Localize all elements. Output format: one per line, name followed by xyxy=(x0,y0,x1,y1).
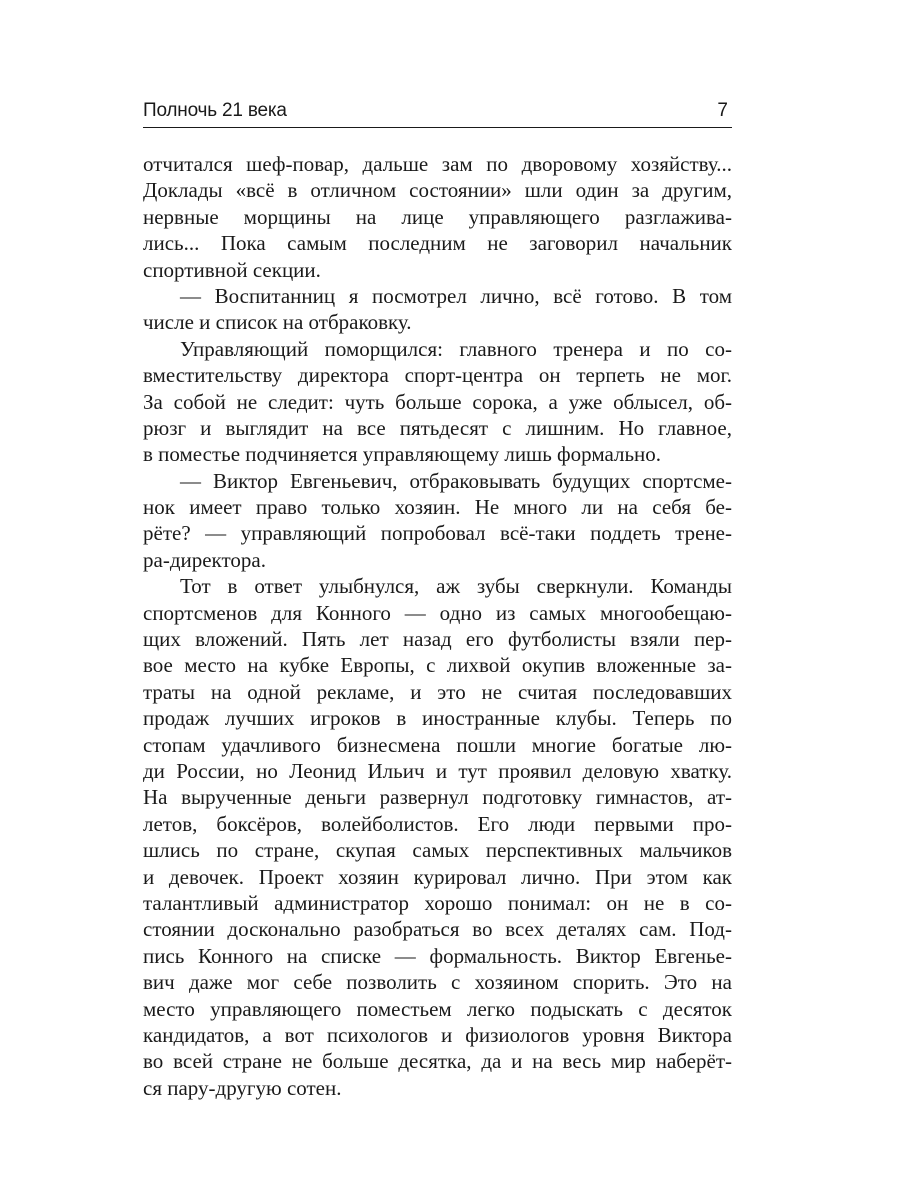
text-line: во всей стране не больше десятка, да и на весь мир наберёт- xyxy=(143,1049,732,1074)
text-line: — Воспитанниц я посмотрел лично, всё готово. В том xyxy=(180,283,732,308)
text-line: нок имеет право только хозяин. Не много ли на себя бе- xyxy=(143,495,732,520)
text-line: Управляющий поморщился: главного тренера и по со- xyxy=(180,336,732,361)
text-line: кандидатов, а вот психологов и физиологов уровня Виктора xyxy=(143,1022,732,1047)
text-line: траты на одной рекламе, и это не считая последовавших xyxy=(143,679,732,704)
text-line: рёте? — управляющий попробовал всё-таки поддеть трене- xyxy=(143,521,732,546)
page-number: 7 xyxy=(717,100,728,121)
text-line: вое место на кубке Европы, с лихвой окупив вложенные за- xyxy=(143,653,732,678)
text-line: пись Конного на списке — формальность. Виктор Евгенье- xyxy=(143,943,732,968)
text-line: Тот в ответ улыбнулся, аж зубы сверкнули. Команды xyxy=(180,574,732,599)
text-line: вместительству директора спорт-центра он терпеть не мог. xyxy=(143,363,732,388)
text-line: стоянии досконально разобраться во всех деталях сам. Под- xyxy=(143,917,732,942)
text-line: ся пару-другую сотен. xyxy=(143,1075,342,1100)
text-line: — Виктор Евгеньевич, отбраковывать будущих спортсме- xyxy=(180,468,732,493)
text-line: шлись по стране, скупая самых перспективных мальчиков xyxy=(143,838,732,863)
body-text xyxy=(143,151,732,1101)
text-line: и девочек. Проект хозяин курировал лично. При этом как xyxy=(143,864,732,889)
text-line: числе и список на отбраковку. xyxy=(143,310,412,335)
text-line: стопам удачливого бизнесмена пошли многие богатые лю- xyxy=(143,732,732,757)
text-line: нервные морщины на лице управляющего разглажива- xyxy=(143,204,732,229)
text-line: Доклады «всё в отличном состоянии» шли один за другим, xyxy=(143,178,732,203)
text-line: ра-директора. xyxy=(143,547,266,572)
text-line: спортивной секции. xyxy=(143,257,321,282)
text-line: продаж лучших игроков в иностранные клубы. Теперь по xyxy=(143,706,732,731)
text-line: отчитался шеф-повар, дальше зам по дворовому хозяйству... xyxy=(143,152,732,176)
text-line: спортсменов для Конного — одно из самых многообещаю- xyxy=(143,600,732,625)
text-line: летов, боксёров, волейболистов. Его люди первыми про- xyxy=(143,811,732,836)
text-line: место управляющего поместьем легко подыскать с десяток xyxy=(143,996,732,1021)
text-line: в поместье подчиняется управляющему лишь формально. xyxy=(143,442,662,467)
text-line: На вырученные деньги развернул подготовку гимнастов, ат- xyxy=(143,785,732,810)
running-title: Полночь 21 века xyxy=(143,100,287,121)
text-line: ди России, но Леонид Ильич и тут проявил деловую хватку. xyxy=(143,758,732,783)
text-line: вич даже мог себе позволить с хозяином спорить. Это на xyxy=(143,970,732,995)
text-line: рюзг и выглядит на все пятьдесят с лишним. Но главное, xyxy=(143,415,732,440)
text-line: За собой не следит: чуть больше сорока, а уже облысел, об- xyxy=(143,389,732,414)
text-line: лись... Пока самым последним не заговорил начальник xyxy=(143,231,732,256)
text-line: щих вложений. Пять лет назад его футболисты взяли пер- xyxy=(143,627,732,652)
running-header xyxy=(143,98,732,128)
text-line: талантливый администратор хорошо понимал: он не в со- xyxy=(143,890,732,915)
